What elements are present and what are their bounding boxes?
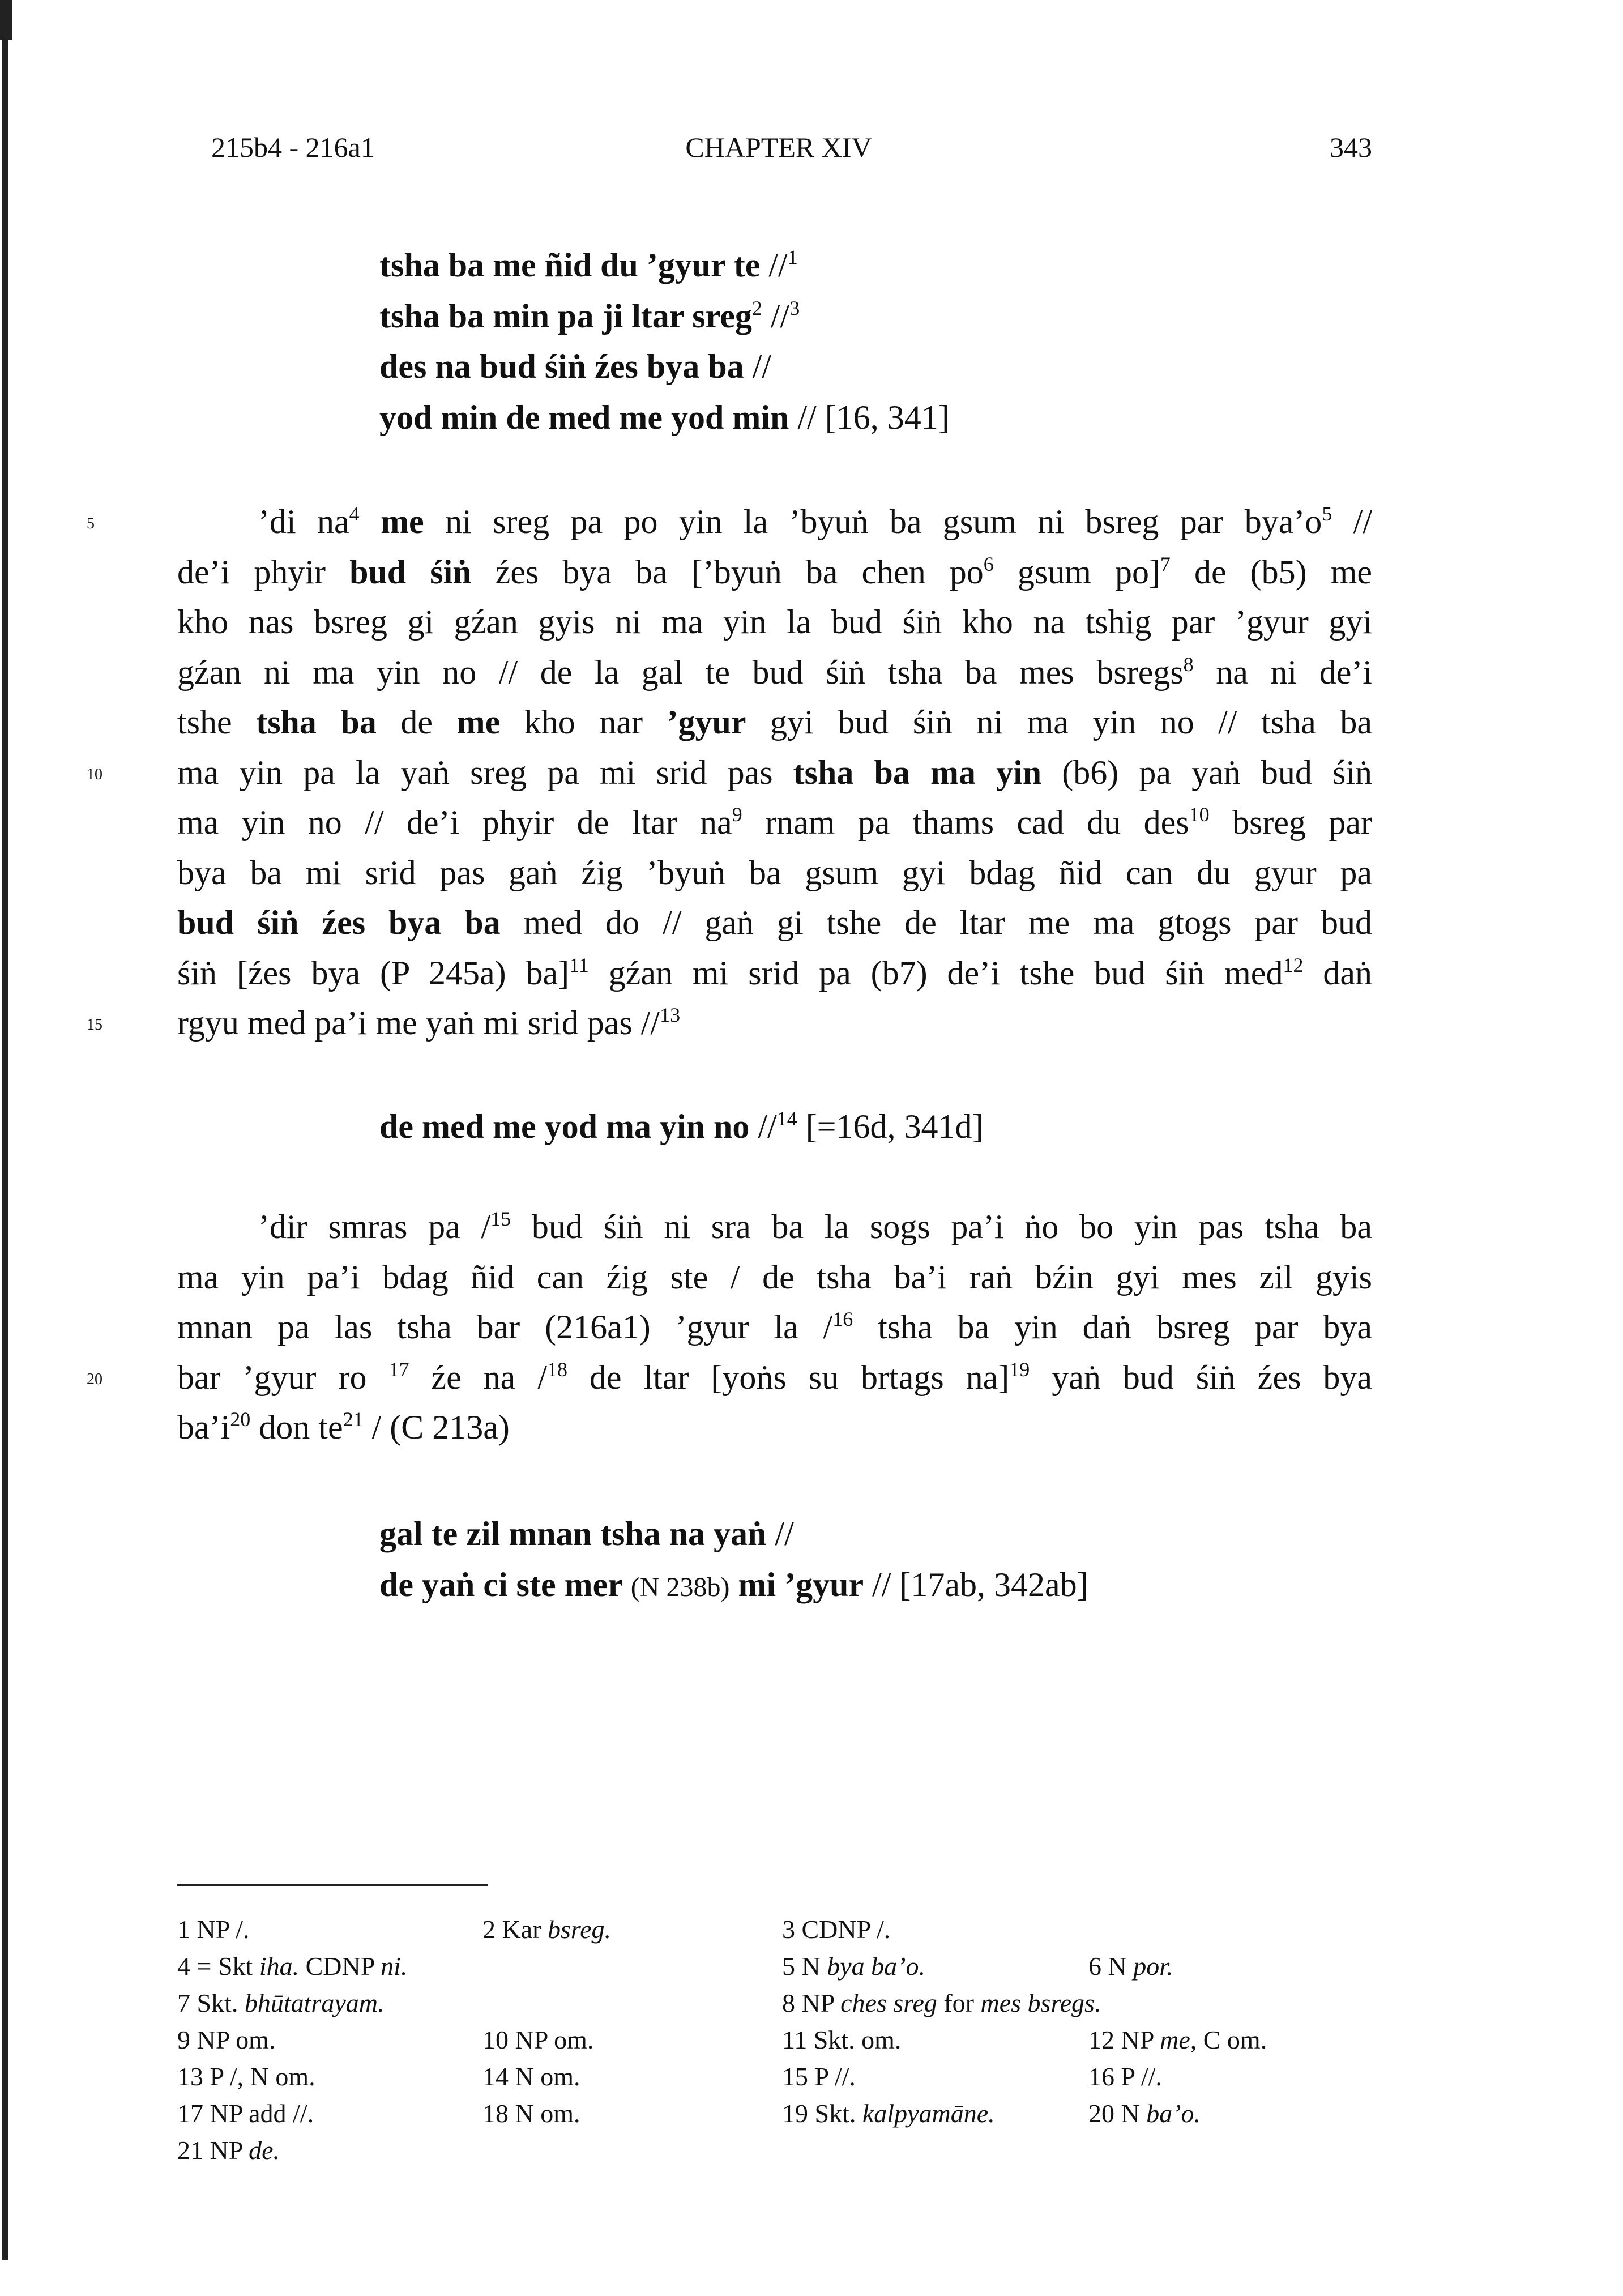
text-run: C om. xyxy=(1197,2025,1267,2054)
text-run: bsreg par xyxy=(1209,804,1372,841)
text-run: iha. xyxy=(259,1952,300,1981)
text-run: rnam pa thams cad du des xyxy=(742,804,1189,841)
text-run: 1 NP /. xyxy=(177,1915,250,1944)
footnote xyxy=(177,2059,315,2095)
text-run: / (C 213a) xyxy=(363,1409,510,1446)
footnote-ref: 12 xyxy=(1283,953,1304,976)
text-run: 3 CDNP /. xyxy=(782,1915,891,1944)
text-run: kho nas bsreg gi gźan gyis ni ma yin la bud śiṅ kho na tshig par ’gyur gyi xyxy=(177,603,1372,641)
text-line xyxy=(177,848,1372,898)
footnote-ref: 17 xyxy=(388,1358,409,1381)
text-run: 7 Skt. xyxy=(177,1988,245,2017)
text-run: [=16d, 341d] xyxy=(797,1108,984,1145)
footnote-ref: 21 xyxy=(343,1408,364,1431)
footnote-ref: 3 xyxy=(789,296,800,319)
verse-line xyxy=(379,1102,984,1153)
text-run: ba’i xyxy=(177,1409,230,1446)
text-line xyxy=(87,1352,1372,1403)
footnote-ref: 14 xyxy=(776,1107,797,1130)
footnote-ref: 18 xyxy=(546,1358,567,1381)
text-run: 14 N om. xyxy=(482,2062,580,2091)
text-run: bar ’gyur ro xyxy=(177,1358,389,1396)
text-run: ni. xyxy=(381,1952,408,1981)
text-run: źe na / xyxy=(409,1358,547,1396)
text-run: bud śiṅ xyxy=(349,553,472,591)
text-run: // xyxy=(1332,503,1373,540)
text-run: ’gyur xyxy=(667,703,746,741)
text-run: ma yin no // de’i phyir de ltar na xyxy=(177,804,732,841)
text-run: de’i phyir xyxy=(177,553,350,591)
text-run: 4 = Skt xyxy=(177,1952,259,1981)
text-run: rgyu med pa’i me yaṅ mi srid pas // xyxy=(177,1004,660,1042)
text-run: // xyxy=(752,348,771,385)
text-line xyxy=(177,1402,1372,1453)
text-run: yod min de med me yod min xyxy=(379,398,798,436)
line-number: 20 xyxy=(87,1370,102,1388)
text-run: kalpyamāne. xyxy=(862,2099,995,2128)
text-run: 19 Skt. xyxy=(782,2099,862,2128)
text-run xyxy=(360,503,381,540)
text-run: 18 N om. xyxy=(482,2099,580,2128)
footnote-ref: 9 xyxy=(732,803,742,826)
text-run: bya ba’o. xyxy=(827,1952,925,1981)
text-line xyxy=(177,948,1372,998)
footnote xyxy=(482,2096,580,2132)
footnote xyxy=(482,2022,593,2058)
text-run: 12 NP xyxy=(1088,2025,1160,2054)
text-run: for xyxy=(937,1988,981,2017)
text-run: (N 238b) xyxy=(630,1572,730,1602)
text-run: // [17ab, 342ab] xyxy=(864,1565,1088,1603)
footnote xyxy=(177,1985,384,2021)
text-run: des na bud śiṅ źes bya ba xyxy=(379,348,753,385)
text-run: mnan pa las tsha bar (216a1) ’gyur la / xyxy=(177,1308,833,1346)
text-line xyxy=(177,1302,1372,1352)
text-run: ’dir smras pa / xyxy=(258,1208,491,1245)
text-line xyxy=(177,647,1372,698)
commentary-paragraph-2 xyxy=(87,1202,1372,1453)
footnote xyxy=(482,1911,611,1948)
footnote xyxy=(1088,2059,1162,2095)
text-run: gźan ni ma yin no // de la gal te bud śiṅ tsha ba mes bsregs xyxy=(177,653,1184,691)
text-line xyxy=(177,797,1372,848)
footnote xyxy=(782,1948,925,1985)
text-run: 2 Kar xyxy=(482,1915,548,1944)
running-head-folio: 215b4 - 216a1 xyxy=(211,131,375,163)
text-run: bhūtatrayam. xyxy=(244,1988,385,2017)
page-number: 343 xyxy=(1330,131,1372,163)
text-run: tsha ba xyxy=(256,703,377,741)
text-run: 20 N xyxy=(1088,2099,1147,2128)
footnote-ref: 13 xyxy=(660,1004,681,1026)
footnote-ref: 7 xyxy=(1160,552,1171,575)
text-run: CDNP xyxy=(299,1952,381,1981)
footnote xyxy=(782,1911,890,1948)
footnote-rule xyxy=(177,1884,488,1886)
text-run: 9 NP om. xyxy=(177,2025,276,2054)
footnote-ref: 16 xyxy=(832,1308,853,1330)
text-run: tsha ba min pa ji ltar sreg xyxy=(379,297,752,335)
footnote xyxy=(1088,1948,1173,1985)
text-run: na ni de’i xyxy=(1193,653,1372,691)
text-line xyxy=(177,547,1372,598)
text-run: // xyxy=(768,246,788,284)
text-run: gsum po] xyxy=(993,553,1160,591)
text-run: ma yin pa la yaṅ sreg pa mi srid pas xyxy=(177,753,793,791)
commentary-paragraph-1 xyxy=(87,497,1373,1048)
text-run: źes bya ba [’byuṅ ba chen po xyxy=(471,553,984,591)
text-run: de med me yod ma yin no xyxy=(379,1108,758,1145)
text-run: ches sreg xyxy=(840,1988,937,2017)
footnote-ref: 6 xyxy=(983,552,994,575)
text-run: 5 N xyxy=(782,1952,827,1981)
verse-line xyxy=(379,1560,1088,1611)
verse-line xyxy=(379,240,950,291)
footnote-ref: 5 xyxy=(1322,502,1332,525)
footnote xyxy=(1088,2096,1201,2132)
footnote xyxy=(177,2096,314,2132)
text-run: tsha ba yin daṅ bsreg par bya xyxy=(853,1308,1372,1346)
text-line xyxy=(177,697,1372,748)
text-run: kho nar xyxy=(500,703,667,741)
text-run: me, xyxy=(1160,2025,1197,2054)
text-run: 10 NP om. xyxy=(482,2025,594,2054)
text-run: de (b5) me xyxy=(1170,553,1372,591)
text-run: 6 N xyxy=(1088,1952,1134,1981)
footnote xyxy=(177,2022,275,2058)
text-run: // xyxy=(758,1108,777,1145)
text-run: 11 Skt. om. xyxy=(782,2025,902,2054)
text-run: don te xyxy=(250,1409,343,1446)
footnote-ref: 10 xyxy=(1189,803,1210,826)
footnote xyxy=(177,1911,249,1948)
text-run: me xyxy=(381,503,424,540)
footnote xyxy=(782,1985,1101,2021)
text-run: ’di na xyxy=(258,503,349,540)
text-run: daṅ xyxy=(1303,954,1372,992)
text-run: med do // gaṅ gi tshe de ltar me ma gtogs par bud xyxy=(500,904,1372,941)
line-number: 15 xyxy=(87,1016,102,1034)
text-run: de ltar [yoṅs su brtags na] xyxy=(567,1358,1010,1396)
text-line xyxy=(177,1252,1372,1303)
text-run: tsha ba ma yin xyxy=(793,753,1042,791)
text-run: // xyxy=(762,297,790,335)
text-run: // [16, 341] xyxy=(797,398,950,436)
text-line xyxy=(177,1202,1372,1252)
text-run: tsha ba me ñid du ’gyur te xyxy=(379,246,769,284)
text-line xyxy=(87,998,1372,1048)
verse-16d xyxy=(379,1102,984,1153)
footnote xyxy=(177,1948,407,1985)
text-run: mi ’gyur xyxy=(729,1565,864,1603)
text-run: bya ba mi srid pas gaṅ źig ’byuṅ ba gsum gyi bdag ñid can du gyur pa xyxy=(177,853,1372,891)
text-run: de. xyxy=(249,2136,280,2165)
text-run: de xyxy=(376,703,457,741)
line-number: 10 xyxy=(87,765,102,783)
verse-16 xyxy=(379,240,950,443)
verse-line xyxy=(379,291,950,342)
verse-17ab xyxy=(379,1509,1088,1610)
text-line xyxy=(177,898,1372,948)
text-run: por. xyxy=(1133,1952,1173,1981)
text-run: mes bsregs. xyxy=(980,1988,1101,2017)
text-run: ba’o. xyxy=(1146,2099,1201,2128)
text-run: gal te zil mnan tsha na yaṅ xyxy=(379,1515,775,1552)
footnote-ref: 8 xyxy=(1183,652,1194,676)
footnote xyxy=(782,2022,901,2058)
text-run: ni sreg pa po yin la ’byuṅ ba gsum ni bsreg par bya’o xyxy=(424,503,1322,540)
text-line xyxy=(177,597,1372,647)
text-run: // xyxy=(775,1515,794,1552)
scan-edge xyxy=(2,0,8,2260)
footnote-ref: 20 xyxy=(230,1408,251,1431)
text-run: de yaṅ ci ste mer xyxy=(379,1565,631,1603)
text-run: bud śiṅ źes bya ba xyxy=(177,904,501,941)
text-run: (b6) pa yaṅ bud śiṅ xyxy=(1041,753,1372,791)
footnote xyxy=(1088,2022,1267,2058)
footnote-ref: 15 xyxy=(490,1207,511,1230)
text-run: bsreg. xyxy=(547,1915,611,1944)
footnote xyxy=(177,2132,280,2169)
footnote xyxy=(782,2096,995,2132)
text-run: 13 P /, N om. xyxy=(177,2062,315,2091)
footnote xyxy=(482,2059,580,2095)
text-run: gźan mi srid pa (b7) de’i tshe bud śiṅ med xyxy=(588,954,1283,992)
verse-line xyxy=(379,1509,1088,1560)
text-run: gyi bud śiṅ ni ma yin no // tsha ba xyxy=(746,703,1372,741)
text-run: yaṅ bud śiṅ źes bya xyxy=(1030,1358,1372,1396)
text-line xyxy=(87,748,1372,798)
footnote-ref: 19 xyxy=(1009,1358,1030,1381)
verse-line xyxy=(379,342,950,392)
footnote-ref: 4 xyxy=(349,502,360,525)
text-run: 17 NP add //. xyxy=(177,2099,314,2128)
text-line xyxy=(87,497,1373,547)
text-run: me xyxy=(456,703,501,741)
text-run: 15 P //. xyxy=(782,2062,856,2091)
text-run: tshe xyxy=(177,703,257,741)
footnote-ref: 11 xyxy=(569,953,589,976)
text-run: śiṅ [źes bya (P 245a) ba] xyxy=(177,954,570,992)
footnote-ref: 1 xyxy=(787,246,798,268)
text-run: bud śiṅ ni sra ba la sogs pa’i ṅo bo yin pas tsha ba xyxy=(511,1208,1372,1245)
text-run: 16 P //. xyxy=(1088,2062,1162,2091)
text-run: 8 NP xyxy=(782,1988,841,2017)
footnote xyxy=(782,2059,856,2095)
text-run: ma yin pa’i bdag ñid can źig ste / de tsha ba’i raṅ bźin gyi mes zil gyis xyxy=(177,1258,1372,1296)
text-run: 21 NP xyxy=(177,2136,249,2165)
running-head-chapter: CHAPTER XIV xyxy=(685,131,872,163)
footnote-ref: 2 xyxy=(751,296,762,319)
verse-line xyxy=(379,392,950,443)
line-number: 5 xyxy=(87,515,95,532)
